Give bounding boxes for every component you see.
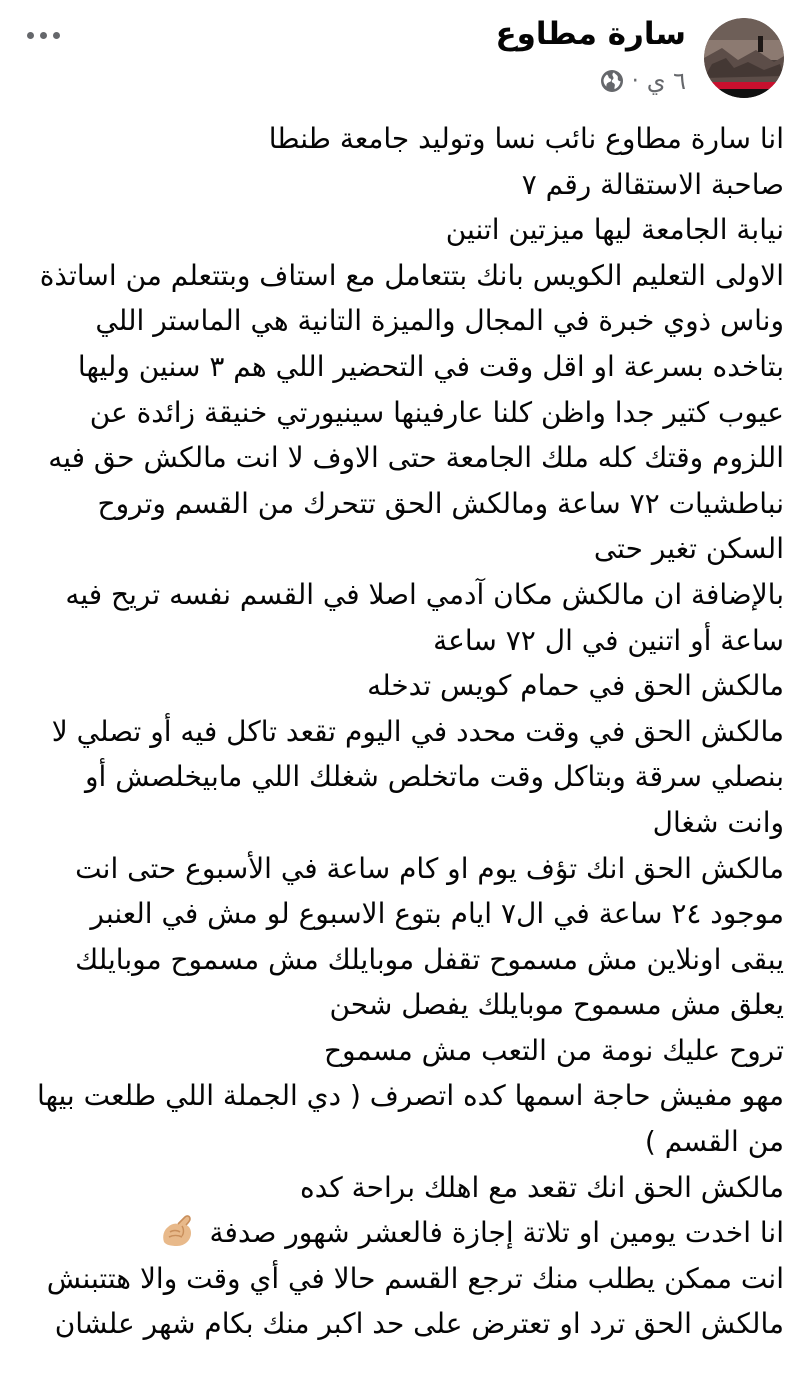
post-paragraph: مالكش الحق انك تؤف يوم او كام ساعة في الأسبوع حتى انت موجود ٢٤ ساعة في ال٧ ايام بتوع الاسبوع لو مش في العنبر يبقى اونلاين مش مسموح تقفل موبايلك مش مسموح موبايلك يعلق مش مسموح موبايلك يفصل شحن (75, 851, 784, 1022)
post-paragraph: مالكش الحق ترد او تعترض على حد اكبر منك بكام شهر علشان (54, 1307, 784, 1341)
post-paragraph: مالكش الحق انك تقعد مع اهلك براحة كده (300, 1170, 784, 1204)
post-paragraph: الاولى التعليم الكويس بانك بتتعامل مع استاف وبتتعلم من اساتذة وناس ذوي خبرة في المجال والميزة التانية هي الماستر اللي بتاخده بسرعة او اقل وقت في التحضير اللي هم ٣ سنين وليها عيوب كتير جدا واظن كلنا عارفينها سينيورتي خنيقة زائدة عن اللزوم وقتك كله ملك الجامعة حتى الاوف لا انت مالكش حق فيه نباطشيات ٧٢ ساعة ومالكش الحق تتحرك من القسم وتروح السكن تغير حتى (39, 258, 784, 566)
more-horizontal-icon-dot (40, 32, 47, 39)
pinched-fingers-icon (158, 1212, 196, 1250)
post-paragraph: مهو مفيش حاجة اسمها كده اتصرف ( دي الجملة اللي طلعت بيها من القسم ) (37, 1079, 784, 1159)
post-meta (600, 64, 686, 98)
meta-separator: · (631, 68, 639, 94)
post-paragraph: بالإضافة ان مالكش مكان آدمي اصلا في القسم نفسه تريح فيه ساعة أو اتنين في ال ٧٢ ساعة (65, 577, 784, 657)
post-body-text (30, 116, 784, 1347)
post-paragraph: نيابة الجامعة ليها ميزتين اتنين (445, 213, 784, 247)
post-paragraph: مالكش الحق في حمام كويس تدخله (367, 669, 784, 703)
post-paragraph-text: انا اخدت يومين او تلاتة إجازة فالعشر شهور صدفة (209, 1216, 784, 1250)
post-paragraph-with-emoji (30, 1210, 784, 1256)
post-paragraph: صاحبة الاستقالة رقم ٧ (521, 167, 784, 201)
globe-icon[interactable] (600, 69, 624, 93)
post-paragraph: مالكش الحق في وقت محدد في اليوم تقعد تاكل فيه أو تصلي لا بنصلي سرقة وبتاكل وقت ماتخلص شغلك اللي مابيخلصش أو وانت شغال (51, 714, 784, 839)
author-name[interactable]: سارة مطاوع (495, 16, 686, 52)
more-horizontal-icon-dot (53, 32, 60, 39)
post-paragraph: انا سارة مطاوع نائب نسا وتوليد جامعة طنطا (268, 122, 784, 155)
more-options-button[interactable] (18, 20, 68, 50)
more-horizontal-icon (27, 32, 34, 39)
post-paragraph: تروح عليك نومة من التعب مش مسموح (323, 1033, 784, 1067)
post-paragraph: انت ممكن يطلب منك ترجع القسم حالا في أي وقت والا هتتبنش (46, 1261, 784, 1295)
avatar-image (704, 18, 784, 98)
avatar[interactable] (704, 18, 784, 98)
post-header (0, 0, 810, 112)
post-timestamp[interactable]: ٦ ي (646, 67, 686, 95)
